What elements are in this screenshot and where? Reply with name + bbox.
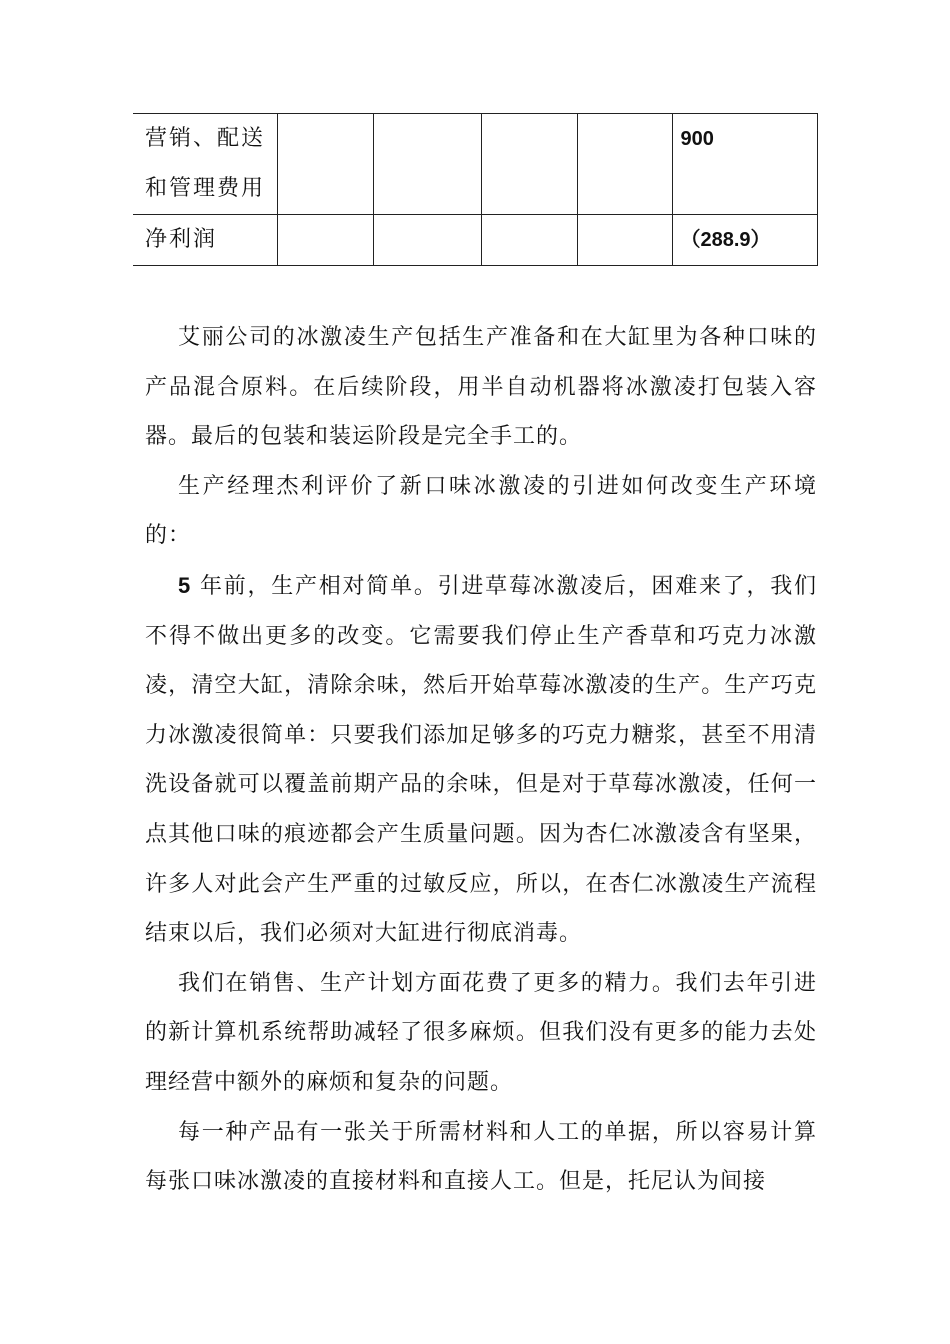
row-label-line: 和管理费用: [145, 176, 266, 201]
row-label: 净利润: [133, 215, 277, 266]
financial-table: [133, 113, 818, 266]
paragraph: 每一种产品有一张关于所需材料和人工的单据，所以容易计算每张口味冰激凌的直接材料和直接人工。但是，托尼认为间接: [145, 1119, 817, 1195]
row-label-line: 营销、配送: [145, 126, 266, 151]
table-cell: [277, 114, 373, 215]
table-row: [133, 215, 817, 266]
table-cell: [577, 114, 672, 215]
table-cell: [481, 114, 577, 215]
paragraph: 我们在销售、生产计划方面花费了更多的精力。我们去年引进的新计算机系统帮助减轻了很多麻烦。但我们没有更多的能力去处理经营中额外的麻烦和复杂的问题。: [145, 970, 817, 1095]
paragraph-lead-number: 5: [178, 572, 192, 598]
total-cell: （288.9）: [672, 215, 817, 266]
row-label: [133, 114, 277, 215]
total-cell: 900: [672, 114, 817, 215]
paragraph: 艾丽公司的冰激凌生产包括生产准备和在大缸里为各种口味的产品混合原料。在后续阶段，用半自动机器将冰激凌打包装入容器。最后的包装和装运阶段是完全手工的。: [145, 325, 817, 450]
paragraph: [145, 561, 817, 959]
table-cell: [481, 215, 577, 266]
table-cell: [373, 215, 481, 266]
body-text: [145, 313, 817, 1207]
table-cell: [373, 114, 481, 215]
paragraph-text: 年前，生产相对简单。引进草莓冰激凌后，困难来了，我们不得不做出更多的改变。它需要我们停止生产香草和巧克力冰激凌，清空大缸，清除余味，然后开始草莓冰激凌的生产。生产巧克力冰激凌很简单：只要我们添加足够多的巧克力糖浆，甚至不用清洗设备就可以覆盖前期产品的余味，但是对于草莓冰激凌，任何一点其他口味的痕迹都会产生质量问题。因为杏仁冰激凌含有坚果，许多人对此会产生严重的过敏反应，所以，在杏仁冰激凌生产流程结束以后，我们必须对大缸进行彻底消毒。: [145, 573, 817, 947]
table-row: [133, 114, 817, 215]
table-cell: [277, 215, 373, 266]
table-cell: [577, 215, 672, 266]
paragraph: 生产经理杰利评价了新口味冰激凌的引进如何改变生产环境的：: [145, 473, 817, 549]
